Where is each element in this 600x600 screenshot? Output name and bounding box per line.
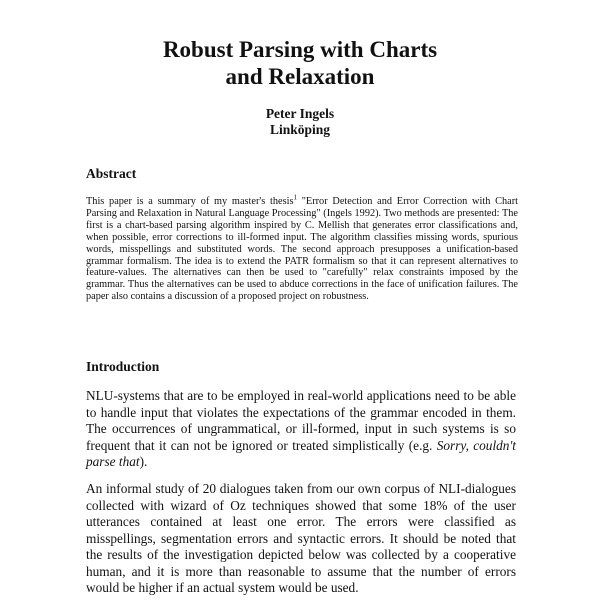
introduction-heading: Introduction [86, 359, 160, 374]
introduction-p1-example: Sorry, couldn't parse that [86, 437, 516, 469]
abstract-heading: Abstract [86, 166, 137, 181]
paper-title [0, 36, 600, 90]
abstract-text-rest: "Error Detection and Error Correction with Chart Parsing and Relaxation in Natural Language Processing" (Ingels 1992). Two methods are presented: The first is a chart-based parsing algorithm inspired by C. Mellish that generates error classifications and, when possible, error corrections to ill-formed input. The algorithm classifies missing words, spurious words, misspellings and substituted words. The second approach presupposes a unification-based grammar formalism. The idea is to extend the PATR formalism so that it can represent alternatives to feature-values. The alternatives can then be used to "carefully" relax constraints imposed by the grammar. Thus the alternatives can be used to abduce corrections in the face of unification failures. The paper also contains a discussion of a proposed project on robustness. [86, 196, 518, 303]
introduction-p1-end: ). [139, 454, 148, 469]
abstract-text-start: This paper is a summary of my master's thesis [86, 196, 294, 207]
abstract-text [86, 193, 518, 303]
paper-title-line-2: and Relaxation [225, 64, 375, 89]
introduction-paragraph-1 [86, 388, 516, 471]
author-block [0, 106, 600, 138]
footnote-marker[interactable]: 1 [293, 193, 297, 202]
introduction-p1-text: NLU-systems that are to be employed in real-world applications need to be able to handle input that violates the expectations of the grammar encoded in them. The occurrences of ungrammatical, or ill-formed, input in such systems is so frequent that it can not be ignored or treated simplistically (e.g. [86, 388, 516, 453]
paper-title-line-1: Robust Parsing with Charts [162, 37, 438, 62]
introduction-paragraph-2: An informal study of 20 dialogues taken from our own corpus of NLI-dialogues collected with wizard of Oz techniques showed that some 18% of the user utterances contained at least one error. The errors were classified as misspellings, segmentation errors and syntactic errors. It should be noted that the results of the investigation depicted below was collected by a cooperative human, and it is more than reasonable to assume that the number of errors would be higher if an actual system would be used. [86, 481, 516, 595]
author-affiliation: Linköping [269, 122, 331, 137]
author-name: Peter Ingels [265, 106, 335, 121]
